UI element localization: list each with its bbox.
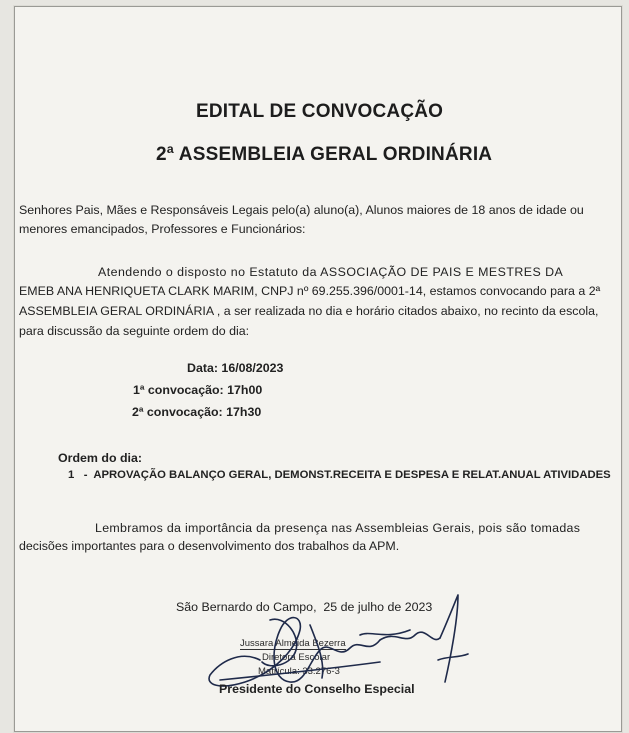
agenda-heading: Ordem do dia:	[58, 451, 142, 465]
document-title: EDITAL DE CONVOCAÇÃO	[196, 101, 444, 122]
reminder-line: Lembramos da importância da presença nas Assembleias Gerais, pois são tomadas	[95, 521, 581, 535]
signature-caption: Presidente do Conselho Especial	[219, 682, 415, 696]
place-and-date: São Bernardo do Campo, 25 de julho de 2023	[176, 600, 433, 614]
stamp-name: Jussara Almeida Bezerra	[240, 638, 346, 649]
agenda-item: 1 - APROVAÇÃO BALANÇO GERAL, DEMONST.RECEITA E DESPESA E RELAT.ANUAL ATIVIDADES	[68, 469, 611, 481]
paragraph-line: ASSEMBLEIA GERAL ORDINÁRIA , a ser realizada no dia e horário citados abaixo, no recinto da escola,	[19, 304, 599, 318]
paragraph-line: para discussão da seguinte ordem do dia:	[19, 324, 250, 338]
salutation-line: Senhores Pais, Mães e Responsáveis Legais pelo(a) aluno(a), Alunos maiores de 18 anos de idade ou	[19, 203, 584, 217]
paragraph-line: Atendendo o disposto no Estatuto da ASSOCIAÇÃO DE PAIS E MESTRES DA	[98, 265, 564, 279]
document-subtitle: 2ª ASSEMBLEIA GERAL ORDINÁRIA	[156, 144, 493, 165]
reminder-line: decisões importantes para o desenvolvimento dos trabalhos da APM.	[19, 539, 400, 553]
stamp-registration: Matrícula: 33.276-3	[258, 666, 340, 677]
stamp-role: Diretora Escolar	[262, 652, 331, 663]
salutation-line: menores emancipados, Professores e Funcionários:	[19, 222, 306, 236]
second-call-time: 2ª convocação: 17h30	[132, 405, 262, 419]
meeting-date: Data: 16/08/2023	[187, 361, 284, 375]
paragraph-line: EMEB ANA HENRIQUETA CLARK MARIM, CNPJ nº 69.255.396/0001-14, estamos convocando para a 2ª	[19, 284, 601, 298]
first-call-time: 1ª convocação: 17h00	[133, 383, 263, 397]
